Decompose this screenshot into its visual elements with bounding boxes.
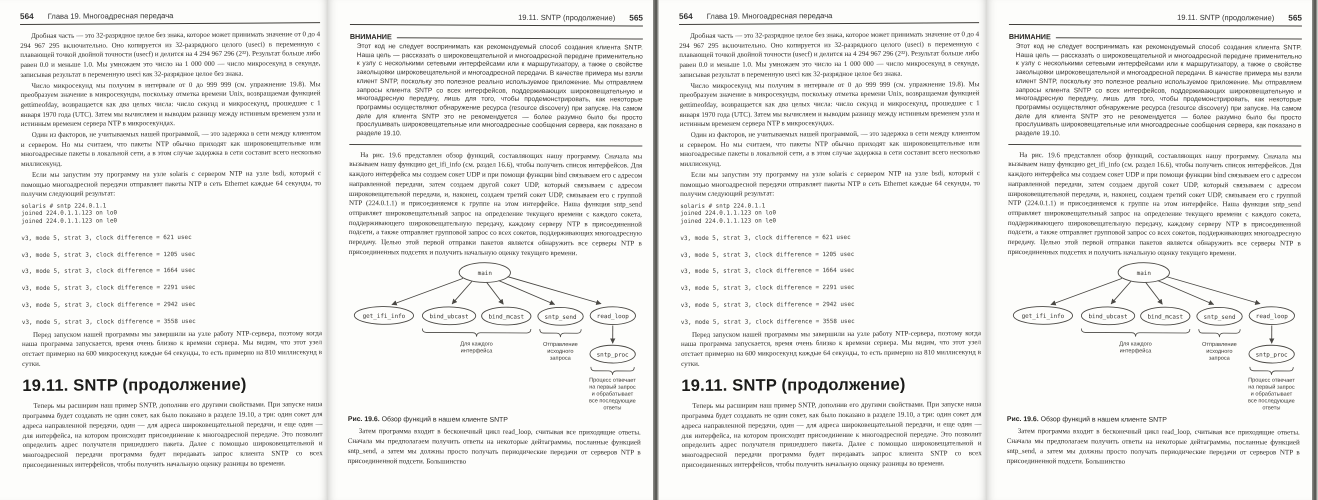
- code-line: v3, mode 5, strat 3, clock difference = 1664 usec: [680, 268, 855, 276]
- node-bind-mcast-label: bind_mcast: [1147, 314, 1184, 322]
- node-main-label: main: [477, 271, 492, 278]
- node-sntp-proc-label: sntp_proc: [1255, 352, 1288, 360]
- label-process: и обрабатывает: [591, 391, 634, 399]
- running-head-right: [350, 12, 643, 27]
- arrow-main-bind-mcast: [487, 283, 504, 305]
- page-564: [0, 0, 328, 500]
- paragraph: Один из факторов, не учитываемых нашей программой, — это задержка в сети между клиентом и сервером. Но мы считаем, что пакеты NTP обычно приходят как широковещательные или многоадресные пакеты в локальной сети, а в этом случае задержка в сети составит всего несколько миллисекунд.: [679, 129, 980, 169]
- code-line: v3, mode 5, strat 3, clock difference = 1205 usec: [680, 251, 855, 259]
- attention-rule: [397, 37, 643, 39]
- brace-each-interface: [1081, 329, 1190, 337]
- attention-label: ВНИМАНИЕ: [349, 31, 392, 42]
- label-initial-request: Отправление: [1201, 342, 1237, 349]
- paragraph: Перед запуском нашей программы мы завершили на узле работу NTP-сервера, поэтому когда наша программа запускается, время очень близко к времени сервера. Мы видим, что этот узел отстает примерно на 600 микросекунд каждые 64 секунды, то есть примерно на 810 миллисекунд в сутки.: [681, 328, 982, 368]
- arrow-main-sntp-send: [498, 281, 554, 305]
- node-read-loop-label: read_loop: [596, 314, 629, 321]
- figure-title: Обзор функций в нашем клиенте SNTP: [381, 416, 508, 425]
- paragraph: Число микросекунд мы получим в интервале от 0 до 999 999 (см. упражнение 19.8). Мы преобразуем значение в микросекунды, поскольку отметка времени Unix, возвращаемая функцией gettimeofday, возвращается как два целых числа: число секунд и микросекунд, прошедшее с 1 января 1970 года (UTC). Затем мы вычисляем и выводим разницу между истинным временем узла и истинным временем сервера NTP в микросекундах.: [679, 79, 980, 129]
- running-head-left: [20, 10, 320, 25]
- book-page-edge: [1312, 0, 1318, 500]
- label-initial-request: запроса: [549, 356, 571, 363]
- label-initial-request: исходного: [1206, 349, 1233, 356]
- paragraph: Один из факторов, не учитываемых нашей программой, — это задержка в сети между клиентом и сервером. Но мы считаем, что пакеты NTP обычно приходят как широковещательные или многоадресные пакеты в локальной сети, а в этом случае задержка в сети составит всего несколько миллисекунд.: [20, 129, 321, 169]
- page-564: [659, 0, 987, 500]
- section-title: 19.11. SNTP (продолжение): [1177, 12, 1275, 23]
- label-process: ответы: [1262, 405, 1281, 412]
- code-line: v3, mode 5, strat 3, clock difference = 1664 usec: [21, 268, 196, 276]
- label-process: Процесс отвечает: [589, 378, 636, 385]
- node-read-loop-label: read_loop: [1255, 314, 1288, 321]
- code-line: v3, mode 5, strat 3, clock difference = 2942 usec: [680, 302, 855, 310]
- paragraph: Дробная часть — это 32-разрядное целое без знака, которое может принимать значение от 0 до 4 294 967 295 включительно. Оно копируется из 32-разрядного целого (useci) в переменную с плавающей точкой двойной точности (usecf) и делится на 4 294 967 296 (2³²). Результат больше либо равен 0.0 и меньше 1.0. Мы умножаем это число на 1 000 000 — число микросекунд в секунде, записывая результат в переменную useci как 32-разрядное целое без знака.: [679, 30, 980, 79]
- page-number: 565: [629, 13, 643, 23]
- paragraph: Затем программа входит в бесконечный цикл read_loop, считывая все приходящие ответы. Сначала мы предполагаем получить ответы на некоторые дейтаграммы, посланные функцией sntp_send, а затем мы должны просто получать периодические передачи от серверов NTP в присоединенной подсети. Большинство: [1006, 427, 1300, 466]
- label-process: все последующие: [588, 398, 636, 406]
- label-process: ответы: [603, 405, 622, 412]
- node-bind-ubcast-label: bind_ubcast: [429, 314, 469, 321]
- label-initial-request: Отправление: [542, 342, 578, 349]
- node-bind-mcast-label: bind_mcast: [488, 314, 525, 322]
- paragraph: Если мы запустим эту программу на узле solaris с сервером NTP на узле bsdi, который с помощью многоадресной передачи отправляет пакеты NTP в сеть Ethernet каждые 64 секунды, то получим следующий результат:: [21, 169, 322, 199]
- figure-caption: [1007, 416, 1300, 425]
- code-line: v3, mode 5, strat 3, clock difference = 1205 usec: [21, 251, 196, 259]
- label-process: на первый запрос: [1248, 385, 1295, 392]
- arrow-main-sntp-send: [1157, 281, 1213, 305]
- code-line: joined 224.0.1.1.123 on lo0: [680, 210, 777, 218]
- function-call-diagram: [1007, 259, 1304, 411]
- figure-title: Обзор функций в нашем клиенте SNTP: [1040, 416, 1167, 425]
- figure-number: Рис. 19.6.: [347, 416, 380, 424]
- paragraph: Теперь мы расширим наш пример SNTP, дополнив его другими свойствами. При запуске наша программа будет создавать не один сокет, как было показано в разделе 19.10, а три: один сокет для адреса направленной передачи, один — для адреса широковещательной передачи, и еще один — для интерфейса, на котором происходит присоединение к многоадресной передаче. Это позволит определить адрес получателя пришедшего пакета. Далее с помощью широковещательной и многоадресной передачи программа будет передавать запрос клиента SNTP со всех присоединенных интерфейсов, чтобы получить начальную оценку разницы во времени.: [22, 400, 323, 469]
- brace-initial-request: [540, 330, 581, 338]
- terminal-output: [680, 202, 981, 327]
- paragraph: Дробная часть — это 32-разрядное целое без знака, которое может принимать значение от 0 до 4 294 967 295 включительно. Оно копируется из 32-разрядного целого (useci) в переменную с плавающей точкой двойной точности (usecf) и делится на 4 294 967 296 (2³²). Результат больше либо равен 0.0 и меньше 1.0. Мы умножаем это число на 1 000 000 — число микросекунд в секунде, записывая результат в переменную useci как 32-разрядное целое без знака.: [20, 30, 321, 79]
- node-sntp-send-label: sntp_send: [1203, 315, 1236, 322]
- paragraph: Теперь мы расширим наш пример SNTP, дополнив его другими свойствами. При запуске наша программа будет создавать не один сокет, как было показано в разделе 19.10, а три: один сокет для адреса направленной передачи, один — для адреса широковещательной передачи, и еще один — для интерфейса, на котором происходит присоединение к многоадресной передаче. Это позволит определить адрес получателя пришедшего пакета. Далее с помощью широковещательной и многоадресной передачи программа будет передавать запрос клиента SNTP со всех присоединенных интерфейсов, чтобы получить начальную оценку разницы во времени.: [681, 400, 982, 469]
- paragraph: Если мы запустим эту программу на узле solaris с сервером NTP на узле bsdi, который с помощью многоадресной передачи отправляет пакеты NTP в сеть Ethernet каждые 64 секунды, то получим следующий результат:: [680, 169, 981, 199]
- code-line: solaris # sntp 224.0.1.1: [21, 203, 107, 210]
- label-initial-request: запроса: [1208, 356, 1230, 363]
- figure-number: Рис. 19.6.: [1006, 416, 1039, 424]
- node-get-ifi-info-label: get_ifi_info: [1021, 314, 1065, 321]
- figure-caption: [348, 416, 641, 425]
- node-main-label: main: [1136, 271, 1151, 278]
- code-line: v3, mode 5, strat 3, clock difference = 621 usec: [21, 234, 192, 242]
- arrow-main-bind-mcast: [1146, 283, 1163, 305]
- terminal-output: [21, 202, 322, 327]
- paragraph: На рис. 19.6 представлен обзор функций, составляющих нашу программу. Сначала мы вызываем нашу функцию get_ifi_info (см. раздел 16.6), чтобы получить список интерфейсов. Для каждого интерфейса мы создаем сокет UDP и при помощи функции bind связываем его с адресом направленной передачи, затем создаем другой сокет UDP, который связываем с адресом широковещательной передачи, и, наконец, создаем третий сокет UDP, связываем его с группой NTP (224.0.1.1) и присоединяемся к группе на этом интерфейсе. Наша функция sntp_send отправляет широковещательный запрос на определение текущего времени с каждого сокета, поддерживающего широковещательную передачу, каждому серверу NTP в присоединенной подсети, а также отправляет групповой запрос со всех сокетов, поддерживающих многоадресную передачу. Целью этой первой отправки пакетов является обнаружить все серверы NTP в присоединенных подсетях и получить начальную оценку текущего времени.: [348, 150, 643, 257]
- page-number: 564: [20, 11, 34, 21]
- running-head-right: [1009, 12, 1302, 27]
- code-line: v3, mode 5, strat 3, clock difference = 2291 usec: [21, 285, 196, 293]
- chapter-title: Глава 19. Многоадресная передача: [706, 11, 833, 21]
- label-initial-request: исходного: [547, 349, 574, 356]
- code-line: v3, mode 5, strat 3, clock difference = 2942 usec: [21, 302, 196, 310]
- page-565: [328, 0, 653, 500]
- label-each-interface: интерфейса: [1119, 348, 1152, 355]
- brace-initial-request: [1199, 330, 1240, 338]
- arrow-main-bind-ubcast: [452, 282, 472, 305]
- node-bind-ubcast-label: bind_ubcast: [1088, 314, 1128, 321]
- running-head-left: [679, 10, 979, 25]
- figure-19-6: [1007, 259, 1301, 425]
- section-heading: 19.11. SNTP (продолжение): [22, 376, 247, 396]
- code-line: v3, mode 5, strat 3, clock difference = 3558 usec: [680, 319, 855, 327]
- code-line: v3, mode 5, strat 3, clock difference = 3558 usec: [21, 319, 196, 327]
- code-line: joined 224.0.1.1.123 on lo0: [21, 210, 118, 218]
- paragraph: Число микросекунд мы получим в интервале от 0 до 999 999 (см. упражнение 19.8). Мы преобразуем значение в микросекунды, поскольку отметка времени Unix, возвращаемая функцией gettimeofday, возвращается как два целых числа: число секунд и микросекунд, прошедшее с 1 января 1970 года (UTC). Затем мы вычисляем и выводим разницу между истинным временем узла и истинным временем сервера NTP в микросекундах.: [20, 79, 321, 129]
- chapter-title: Глава 19. Многоадресная передача: [47, 11, 174, 21]
- attention-text: Этот код не следует воспринимать как рекомендуемый способ создания клиента SNTP. Наша цель — рассказать о широковещательной и многоадресной передаче применительно к узлу с несколькими сетевыми интерфейсами или к маршрутизатору, а также о свойстве закольцовки широковещательной и многоадресной передачи. В качестве примера мы взяли клиент SNTP, поскольку это полезное реально используемое приложение. Мы отправляем запросы клиента SNTP со всех интерфейсов, поддерживающих широковещательную и многоадресную передачу, лишь для того, чтобы продемонстрировать, как некоторые программы осуществляют обнаружение ресурса (resource discovery) при запуске. На самом деле для клиента SNTP это не рекомендуется — более разумно было бы просто прослушивать широковещательные или многоадресные сообщения сервера, как показано в разделе 19.10.: [356, 43, 643, 138]
- arrow-main-get-ifi-info: [1051, 278, 1122, 305]
- code-line: solaris # sntp 224.0.1.1: [680, 203, 766, 210]
- label-each-interface: Для каждого: [1119, 341, 1152, 349]
- section-heading: 19.11. SNTP (продолжение): [681, 376, 906, 396]
- node-sntp-send-label: sntp_send: [544, 315, 577, 322]
- attention-note: [349, 32, 643, 146]
- label-each-interface: интерфейса: [460, 348, 493, 355]
- page-number: 564: [679, 11, 693, 21]
- paragraph: Перед запуском нашей программы мы завершили на узле работу NTP-сервера, поэтому когда наша программа запускается, время очень близко к времени сервера. Мы видим, что этот узел отстает примерно на 600 микросекунд каждые 64 секунды, то есть примерно на 810 миллисекунд в сутки.: [22, 328, 323, 368]
- code-line: v3, mode 5, strat 3, clock difference = 621 usec: [680, 234, 851, 242]
- brace-process: [591, 367, 634, 375]
- page-number: 565: [1288, 13, 1302, 23]
- code-line: v3, mode 5, strat 3, clock difference = 2291 usec: [680, 285, 855, 293]
- figure-19-6: [348, 259, 642, 425]
- arrow-main-bind-ubcast: [1111, 282, 1131, 305]
- label-each-interface: Для каждого: [460, 341, 493, 349]
- attention-rule: [1056, 37, 1302, 39]
- label-process: Процесс отвечает: [1248, 378, 1295, 385]
- brace-process: [1250, 367, 1293, 375]
- attention-label: ВНИМАНИЕ: [1008, 31, 1051, 42]
- page-565: [987, 0, 1312, 500]
- attention-text: Этот код не следует воспринимать как рекомендуемый способ создания клиента SNTP. Наша цель — рассказать о широковещательной и многоадресной передаче применительно к узлу с несколькими сетевыми интерфейсами или к маршрутизатору, а также о свойстве закольцовки широковещательной и многоадресной передачи. В качестве примера мы взяли клиент SNTP, поскольку это полезное реально используемое приложение. Мы отправляем запросы клиента SNTP со всех интерфейсов, поддерживающих широковещательную и многоадресную передачу, лишь для того, чтобы продемонстрировать, как некоторые программы осуществляют обнаружение ресурса (resource discovery) при запуске. На самом деле для клиента SNTP это не рекомендуется — более разумно было бы просто прослушивать широковещательные или многоадресные сообщения сервера, как показано в разделе 19.10.: [1015, 43, 1302, 138]
- label-process: и обрабатывает: [1250, 391, 1293, 399]
- paragraph: На рис. 19.6 представлен обзор функций, составляющих нашу программу. Сначала мы вызываем нашу функцию get_ifi_info (см. раздел 16.6), чтобы получить список интерфейсов. Для каждого интерфейса мы создаем сокет UDP и при помощи функции bind связываем его с адресом направленной передачи, затем создаем другой сокет UDP, который связываем с адресом широковещательной передачи, и, наконец, создаем третий сокет UDP, связываем его с группой NTP (224.0.1.1) и присоединяемся к группе на этом интерфейсе. Наша функция sntp_send отправляет широковещательный запрос на определение текущего времени с каждого сокета, поддерживающего широковещательную передачу, каждому серверу NTP в присоединенной подсети, а также отправляет групповой запрос со всех сокетов, поддерживающих многоадресную передачу. Целью этой первой отправки пакетов является обнаружить все серверы NTP в присоединенных подсетях и получить начальную оценку текущего времени.: [1007, 150, 1302, 257]
- label-process: все последующие: [1247, 398, 1295, 406]
- node-get-ifi-info-label: get_ifi_info: [362, 314, 406, 321]
- brace-each-interface: [422, 329, 531, 337]
- node-sntp-proc-label: sntp_proc: [596, 352, 629, 360]
- arrow-main-get-ifi-info: [392, 278, 463, 305]
- book-spread: [659, 0, 1318, 500]
- function-call-diagram: [348, 259, 645, 411]
- section-title: 19.11. SNTP (продолжение): [518, 12, 616, 23]
- label-process: на первый запрос: [589, 385, 636, 392]
- code-line: joined 224.0.1.1.123 on le0: [21, 218, 118, 225]
- attention-note: [1008, 32, 1302, 146]
- paragraph: Затем программа входит в бесконечный цикл read_loop, считывая все приходящие ответы. Сначала мы предполагаем получить ответы на некоторые дейтаграммы, посланные функцией sntp_send, а затем мы должны просто получать периодические передачи от серверов NTP в присоединенной подсети. Большинство: [347, 427, 641, 466]
- code-line: joined 224.0.1.1.123 on le0: [680, 218, 777, 225]
